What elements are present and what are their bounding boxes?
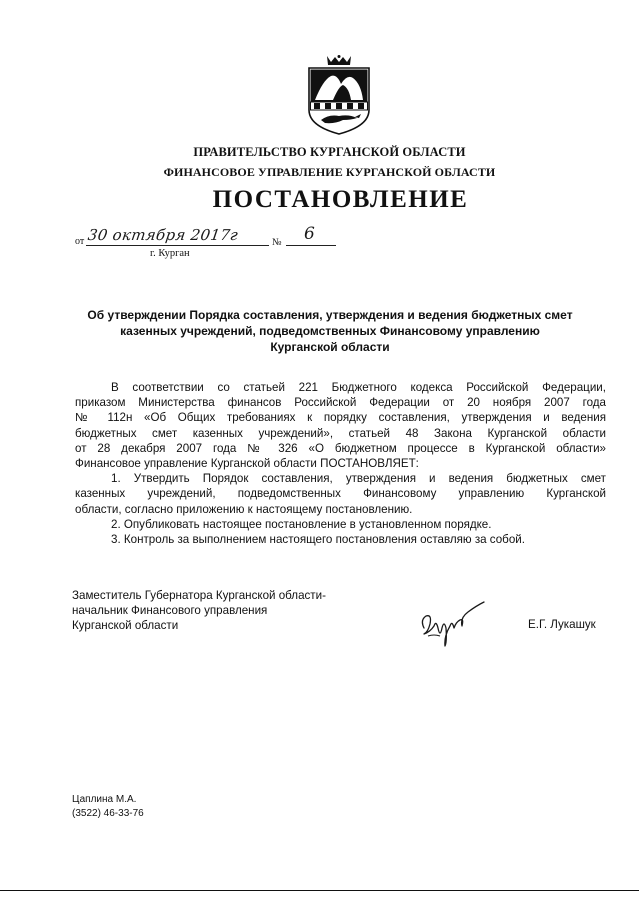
- number-underline: [286, 245, 336, 246]
- body-line: 2. Опубликовать настоящее постановление в установленном порядке.: [111, 517, 492, 531]
- government-name: ПРАВИТЕЛЬСТВО КУРГАНСКОЙ ОБЛАСТИ: [193, 145, 466, 159]
- body-line: 3. Контроль за выполнением настоящего постановления оставляю за собой.: [111, 533, 525, 547]
- body-line: области, согласно приложению к настоящему постановлению.: [75, 502, 413, 516]
- body-line: В соответствии со статьей 221 Бюджетного кодекса Российской Федерации,: [111, 381, 606, 394]
- item-3-paragraph: [75, 532, 606, 547]
- document-subject-title: [60, 307, 600, 355]
- signatory-position: [72, 588, 326, 634]
- date-prefix: от: [75, 236, 85, 247]
- title-line: Об утверждении Порядка составления, утверждения и ведения бюджетных смет: [87, 308, 573, 322]
- document-type-title: ПОСТАНОВЛЕНИЕ: [212, 186, 469, 213]
- executor-info: [72, 793, 144, 821]
- bottom-edge-line: [0, 890, 639, 891]
- body-line: 1. Утвердить Порядок составления, утверждения и ведения бюджетных смет: [111, 472, 606, 486]
- executor-name: Цаплина М.А.: [72, 794, 137, 805]
- date-underline: [86, 245, 269, 246]
- coat-of-arms-emblem: [303, 54, 375, 136]
- title-line: Курганской области: [270, 340, 390, 354]
- item-2-paragraph: [75, 517, 606, 532]
- body-line: Финансовое управление Курганской области ПОСТАНОВЛЯЕТ:: [75, 457, 419, 471]
- body-line: казенных учреждений, подведомственных Финансовому управлению Курганской: [75, 487, 606, 501]
- handwritten-date: 30 октября 2017г: [86, 226, 240, 244]
- department-name: ФИНАНСОВОЕ УПРАВЛЕНИЕ КУРГАНСКОЙ ОБЛАСТИ: [163, 165, 496, 179]
- body-line: № 112н «Об Общих требованиях к порядку составления, утверждения и ведения: [75, 411, 606, 425]
- number-prefix: №: [272, 237, 282, 248]
- signatory-name: Е.Г. Лукашук: [528, 618, 596, 631]
- body-line: приказом Министерства финансов Российской Федерации от 20 ноября 2007 года: [75, 396, 606, 410]
- handwritten-signature: [418, 598, 488, 648]
- body-line: бюджетных смет казенных учреждений», статьей 48 Закона Курганской области: [75, 426, 606, 440]
- city-label: г. Курган: [150, 248, 190, 259]
- item-1-paragraph: [75, 471, 606, 517]
- position-line: Курганской области: [72, 619, 179, 633]
- handwritten-number: 6: [304, 224, 315, 244]
- position-line: Заместитель Губернатора Курганской области-: [72, 589, 326, 602]
- executor-phone: (3522) 46-33-76: [72, 808, 144, 819]
- body-line: от 28 декабря 2007 года № 326 «О бюджетном процессе в Курганской области»: [75, 441, 606, 455]
- preamble-paragraph: [75, 380, 606, 471]
- document-body: [75, 380, 606, 547]
- title-line: казенных учреждений, подведомственных Финансовому управлению: [120, 324, 540, 338]
- position-line: начальник Финансового управления: [72, 604, 268, 618]
